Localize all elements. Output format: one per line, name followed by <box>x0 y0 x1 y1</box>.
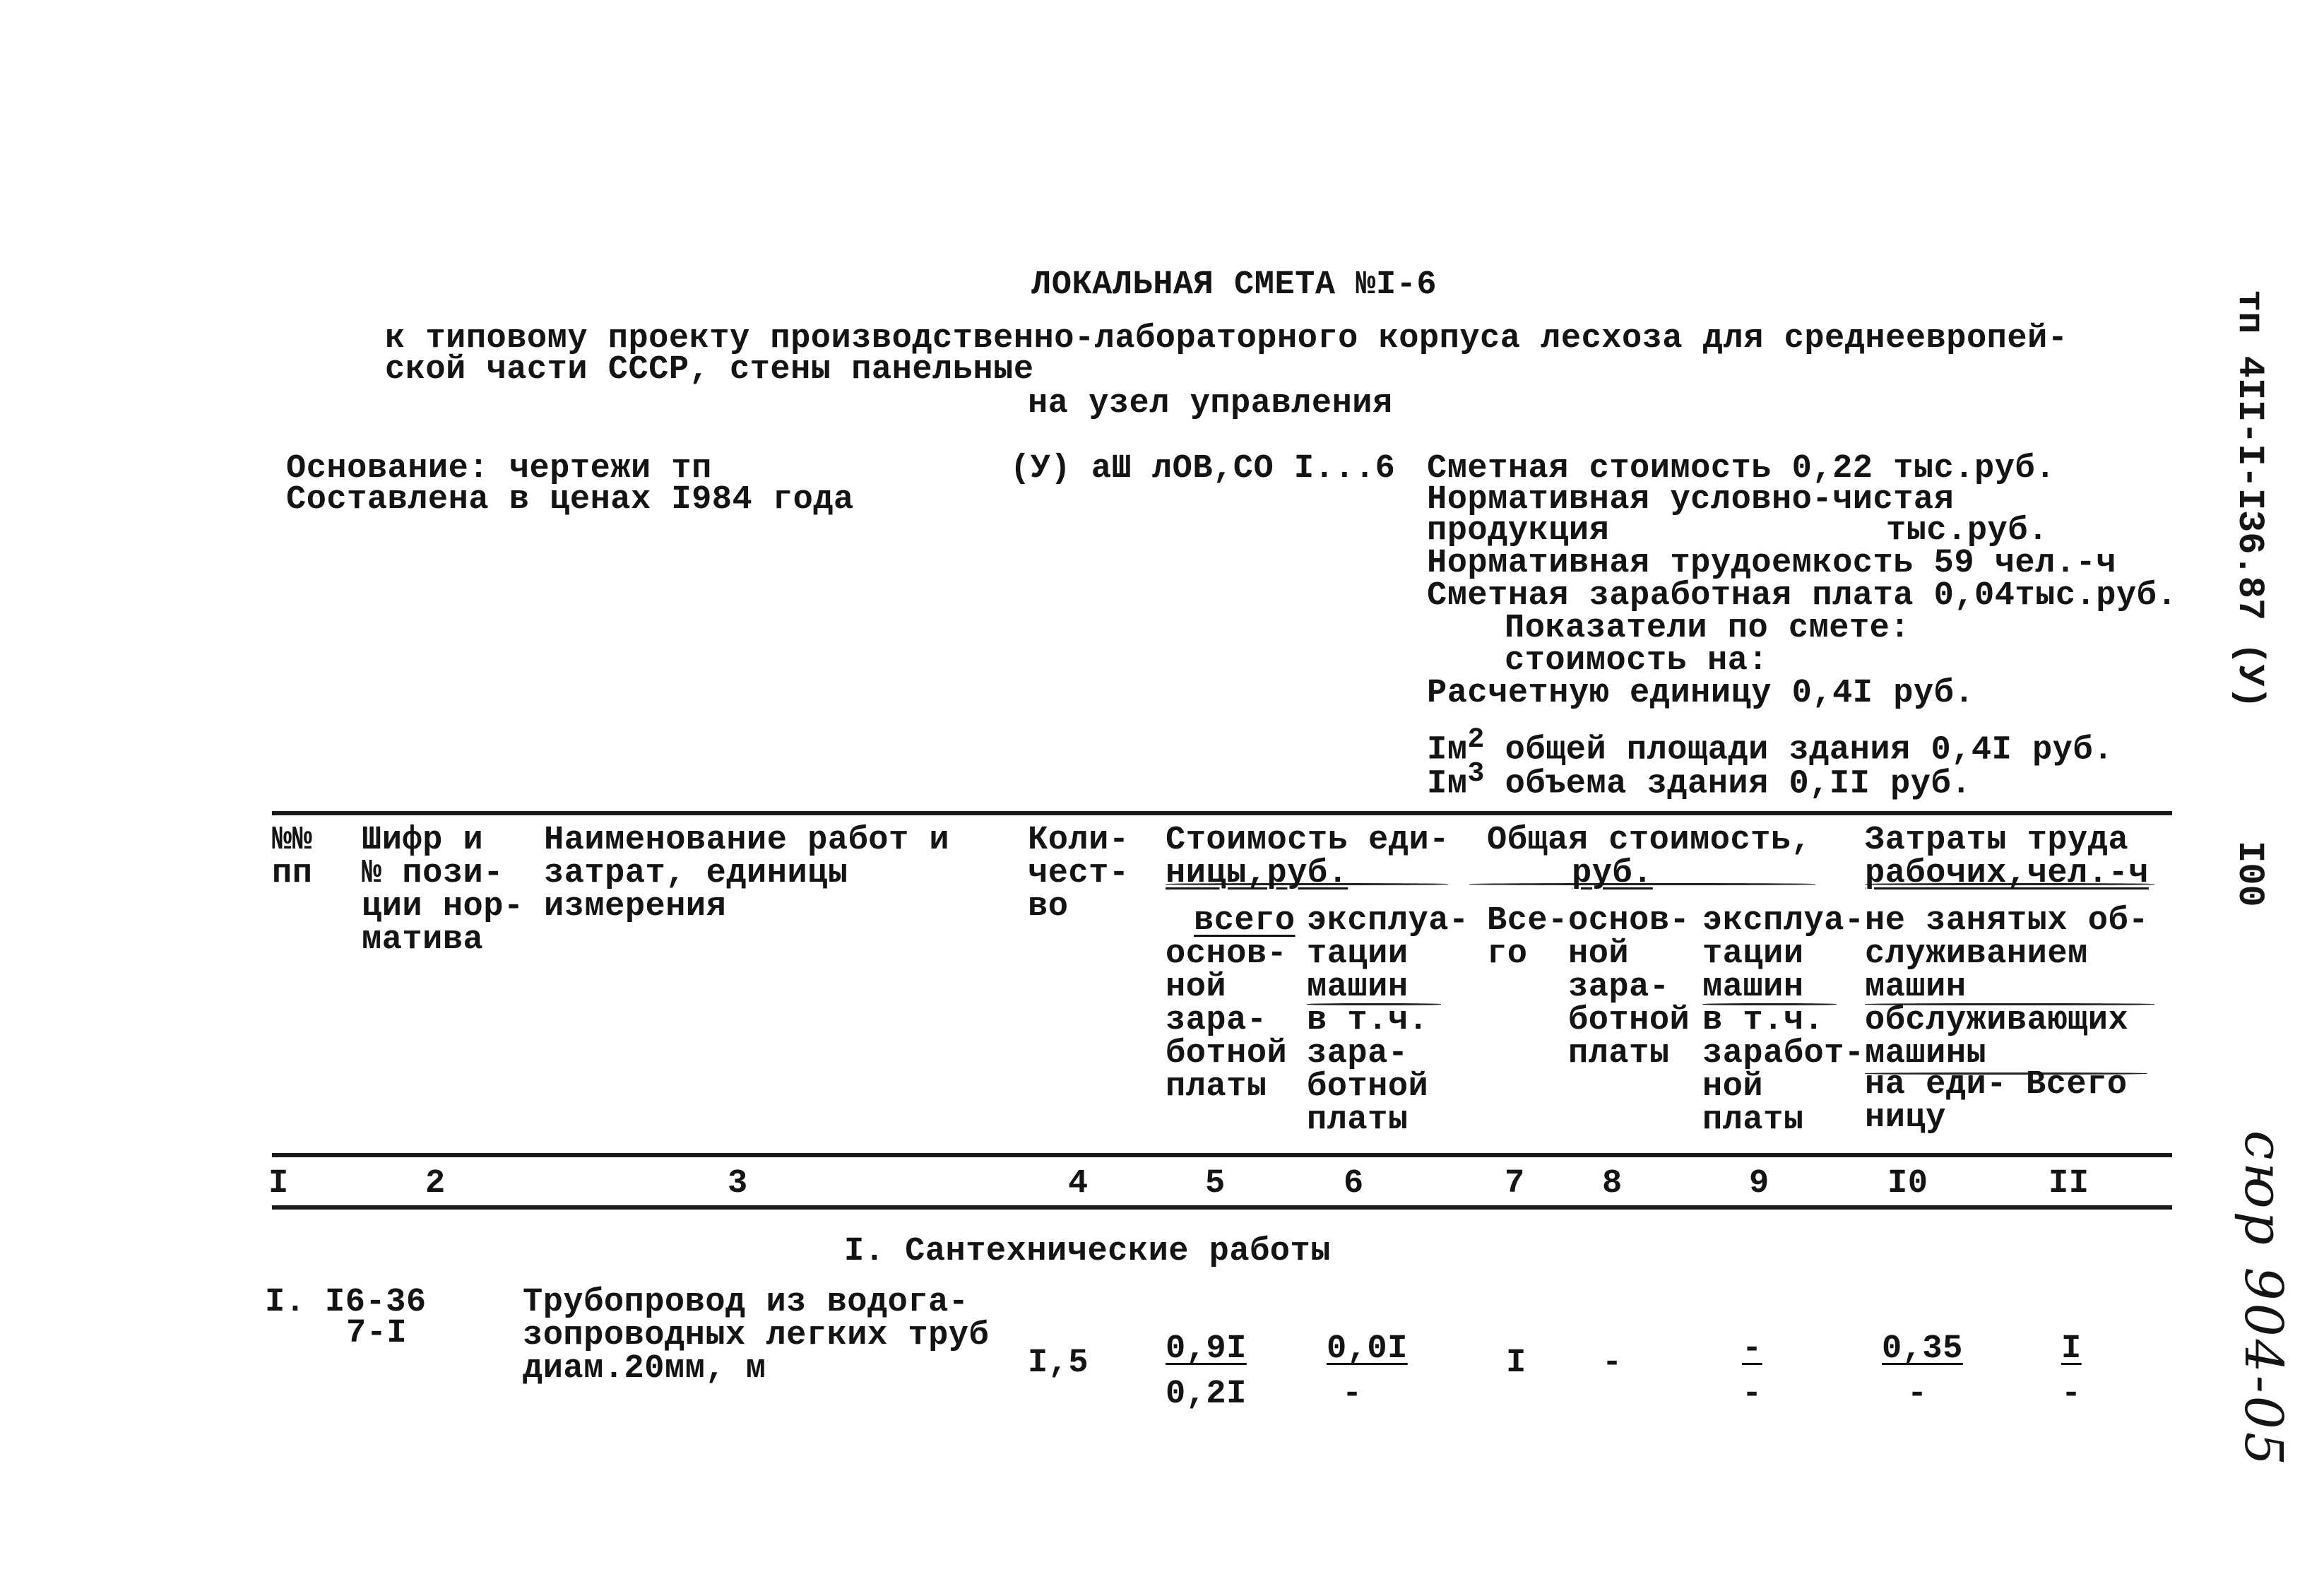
row-col10-bottom: - <box>1907 1376 1928 1413</box>
drawings-text: (У) аШ лОВ,СО I...6 <box>1010 450 1396 487</box>
row-col9-top: - <box>1742 1330 1762 1368</box>
row-col9-bottom: - <box>1742 1376 1762 1413</box>
basis-text: Основание: чертежи тп <box>286 450 712 487</box>
header-col5: всего основ- ной зара- ботной платы <box>1166 902 1296 1106</box>
row-col5-top: 0,9I <box>1166 1330 1247 1368</box>
header-code: Шифр и № пози- ции нор- матива <box>362 822 524 959</box>
estimate-subject: на узел управления <box>1028 385 1393 422</box>
row-col11-top: I <box>2061 1330 2082 1368</box>
area-superscript: 2 <box>1467 724 1485 756</box>
normative-production-1: Нормативная условно-чистая <box>1427 481 1955 519</box>
col-number-3: 3 <box>728 1165 748 1202</box>
row-col5-bottom: 0,2I <box>1166 1376 1247 1413</box>
col-number-1: I <box>268 1165 289 1202</box>
row-col8: - <box>1602 1344 1623 1382</box>
estimated-wage: Сметная заработная плата 0,04тыс.руб. <box>1427 577 2178 615</box>
header-col8: основ- ной зара- ботной платы <box>1568 902 1690 1072</box>
col-number-11: II <box>2049 1165 2089 1202</box>
row-code-1: I6-36 <box>325 1284 427 1321</box>
volume-cost: $Iм^3$ объема здания 0,II руб. <box>1427 758 1972 803</box>
col-number-10: I0 <box>1887 1165 1928 1202</box>
header-col11: Всего <box>2026 1066 2128 1104</box>
header-col7: Все- го <box>1487 902 1568 973</box>
row-col6-bottom: - <box>1342 1376 1363 1413</box>
header-col6: эксплуа- тации машин в т.ч. зара- ботной платы <box>1307 902 1469 1139</box>
prices-text: Составлена в ценах I984 года <box>286 481 854 519</box>
header-num: №№ пп <box>272 822 313 892</box>
estimated-cost: Сметная стоимость 0,22 тыс.руб. <box>1427 450 2056 487</box>
margin-handwritten-code: сюр 904-05 <box>2233 1130 2294 1468</box>
row-qty: I,5 <box>1028 1344 1089 1382</box>
row-col6-top: 0,0I <box>1327 1330 1408 1368</box>
document-title: ЛОКАЛЬНАЯ СМЕТА №I-6 <box>1031 266 1437 304</box>
col-number-8: 8 <box>1602 1165 1623 1202</box>
section-heading: I. Сантехнические работы <box>844 1233 1331 1270</box>
header-unit-cost: Стоимость еди- ницы,руб. <box>1166 822 1449 892</box>
row-col7: I <box>1506 1344 1526 1382</box>
col-number-7: 7 <box>1505 1165 1525 1202</box>
row-code-2: 7-I <box>346 1315 408 1352</box>
column-number-rule <box>272 1205 2172 1210</box>
col-number-4: 4 <box>1068 1165 1089 1202</box>
col-number-5: 5 <box>1205 1165 1226 1202</box>
table-top-rule <box>272 811 2172 815</box>
header-col9: эксплуа- тации машин в т.ч. заработ- ной платы <box>1702 902 1865 1139</box>
col-number-9: 9 <box>1749 1165 1769 1202</box>
row-name: Трубопровод из водога- зопроводных легких труб диам.20мм, м <box>523 1284 990 1388</box>
normative-production-2: продукция <box>1427 512 1610 550</box>
row-number: I. <box>265 1284 306 1321</box>
margin-project-code: тп 4II-I-I36.87 (У) <box>2229 290 2270 709</box>
indicators-heading: Показатели по смете: <box>1505 610 1911 647</box>
volume-superscript: 3 <box>1467 758 1485 790</box>
header-name: Наименование работ и затрат, единицы измерения <box>544 822 950 926</box>
row-col11-bottom: - <box>2061 1376 2082 1413</box>
header-col10: не занятых об- служиванием машин обслуживающих машины <box>1865 902 2149 1072</box>
normative-labor: Нормативная трудоемкость 59 чел.-ч <box>1427 545 2116 582</box>
header-total-cost: Общая стоимость, руб. <box>1487 822 1812 892</box>
col-number-2: 2 <box>425 1165 446 1202</box>
unit-cost: Расчетную единицу 0,4I руб. <box>1427 675 1975 712</box>
subtitle-line-1: к типовому проекту производственно-лабораторного корпуса лесхоза для среднеевропей- <box>385 320 2068 357</box>
normative-production-unit: тыс.руб. <box>1886 512 2049 550</box>
area-cost: $Iм^2$ общей площади здания 0,4I руб. <box>1427 724 2113 769</box>
cost-per-heading: стоимость на: <box>1505 642 1769 680</box>
header-bottom-rule <box>272 1153 2172 1157</box>
col-number-6: 6 <box>1344 1165 1364 1202</box>
header-qty: Коли- чест- во <box>1028 822 1130 926</box>
row-col10-top: 0,35 <box>1882 1330 1963 1368</box>
subtitle-line-2: ской части СССР, стены панельные <box>385 351 1034 389</box>
header-col10-unit: на еди- ницу <box>1865 1066 2007 1137</box>
header-labor: Затраты труда рабочих,чел.-ч <box>1865 822 2149 892</box>
margin-page-number: I00 <box>2229 841 2270 907</box>
